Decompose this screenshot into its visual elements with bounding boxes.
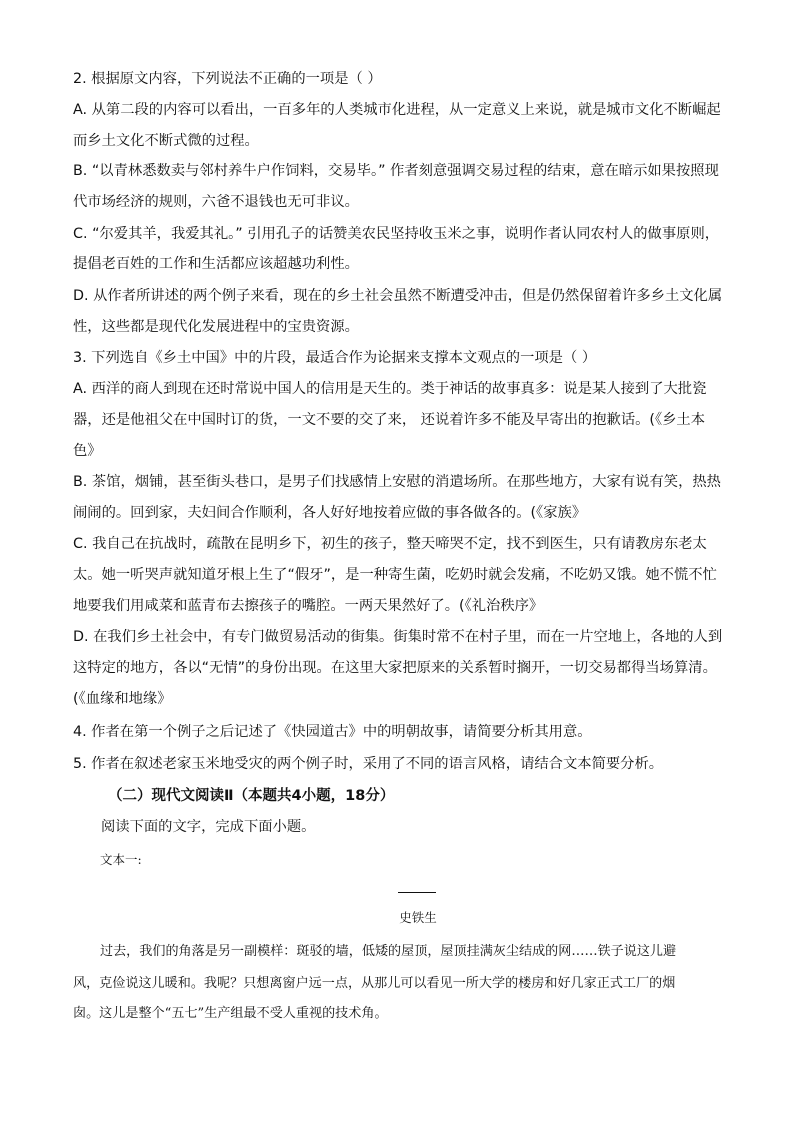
question-2-option-a-line-2: 而乡土文化不断式微的过程。 xyxy=(73,133,259,149)
question-2-option-a-line-1: A. 从第二段的内容可以看出，一百多年的人类城市化进程，从一定意义上来说，就是城市文化不断崛起 xyxy=(73,102,721,118)
passage-line-2: 风，克俭说这儿暖和。我呢？只想离窗户远一点，从那儿可以看见一所大学的楼房和好几家正式工厂的烟 xyxy=(73,976,676,991)
question-2: 2. 根据原文内容，下列说法不正确的一项是（ ） xyxy=(73,71,382,87)
question-3-option-b-line-2: 闹闹的。回到家，夫妇间合作顺利，各人好好地按着应做的事各做各的。(《家族》 xyxy=(73,505,587,521)
reading-instruction: 阅读下面的文字，完成下面小题。 xyxy=(101,819,316,835)
question-3-option-c-line-3: 地要我们用咸菜和蓝青布去擦孩子的嘴腔。一两天果然好了。(《礼治秩序》 xyxy=(73,598,544,614)
passage-line-3: 囱。这儿是整个“五七”生产组最不受人重视的技术角。 xyxy=(73,1006,388,1021)
author-name: 史铁生 xyxy=(399,910,437,925)
question-3-option-a-line-3: 色》 xyxy=(73,443,102,459)
section-title: （二）现代文阅读Ⅱ（本题共4小题，18分） xyxy=(108,788,395,804)
question-2-option-c-line-1: C. “尔爱其羊，我爱其礼。” 引用孔子的话赞美农民坚持收玉米之事，说明作者认同农村人的做事原则， xyxy=(73,226,720,242)
question-2-option-b-line-1: B. “以青林悉数卖与邻村养牛户作饲料，交易毕。” 作者刻意强调交易过程的结束，意在暗示如果按照现 xyxy=(73,163,719,179)
question-3-option-a-line-2: 器，还是他祖父在中国时订的货，一文不要的交了来， 还说着许多不能及早寄出的抱歉话。(《乡土本 xyxy=(73,412,706,428)
question-2-option-b-line-2: 代市场经济的规则，六爸不退钱也无可非议。 xyxy=(73,194,359,210)
question-3-option-a-line-1: A. 西洋的商人到现在还时常说中国人的信用是天生的。类于神话的故事真多：说是某人接到了大批瓷 xyxy=(73,381,707,397)
question-2-option-d-line-2: 性，这些都是现代化发展进程中的宝贵资源。 xyxy=(73,319,359,335)
title-rule xyxy=(398,892,436,893)
question-3-option-d-line-1: D. 在我们乡土社会中，有专门做贸易活动的街集。街集时常不在村子里，而在一片空地上，各地的人到 xyxy=(73,629,723,645)
question-3-option-b-line-1: B. 茶馆，烟铺，甚至街头巷口，是男子们找感情上安慰的消遣场所。在那些地方，大家有说有笑，热热 xyxy=(73,474,721,490)
question-3-option-d-line-2: 这特定的地方，各以“无情”的身份出现。在这里大家把原来的关系暂时搁开，一切交易都得当场算清。 xyxy=(73,660,717,676)
question-3-option-d-line-3: (《血缘和地缘》 xyxy=(73,691,172,707)
question-3: 3. 下列选自《乡土中国》中的片段，最适合作为论据来支撑本文观点的一项是（ ） xyxy=(73,350,597,366)
passage-line-1: 过去，我们的角落是另一副模样：斑驳的墙，低矮的屋顶，屋顶挂满灰尘结成的网……铁子说这儿避 xyxy=(100,944,677,959)
question-3-option-c-line-2: 太。她一听哭声就知道牙根上生了“假牙”，是一种寄生菌，吃奶时就会发痛，不吃奶又饿。她不慌不忙 xyxy=(73,567,717,583)
question-3-option-c-line-1: C. 我自己在抗战时，疏散在昆明乡下，初生的孩子，整天啼哭不定，找不到医生，只有请教房东老太 xyxy=(73,536,707,552)
question-4: 4. 作者在第一个例子之后记述了《快园道古》中的明朝故事，请简要分析其用意。 xyxy=(73,724,592,740)
question-2-option-c-line-2: 提倡老百姓的工作和生活都应该超越功利性。 xyxy=(73,256,359,272)
text-one-label: 文本一: xyxy=(100,852,142,867)
question-5: 5. 作者在叙述老家玉米地受灾的两个例子时，采用了不同的语言风格，请结合文本简要分析。 xyxy=(73,756,664,772)
question-2-option-d-line-1: D. 从作者所讲述的两个例子来看，现在的乡土社会虽然不断遭受冲击，但是仍然保留着许多乡土文化属 xyxy=(73,288,723,304)
